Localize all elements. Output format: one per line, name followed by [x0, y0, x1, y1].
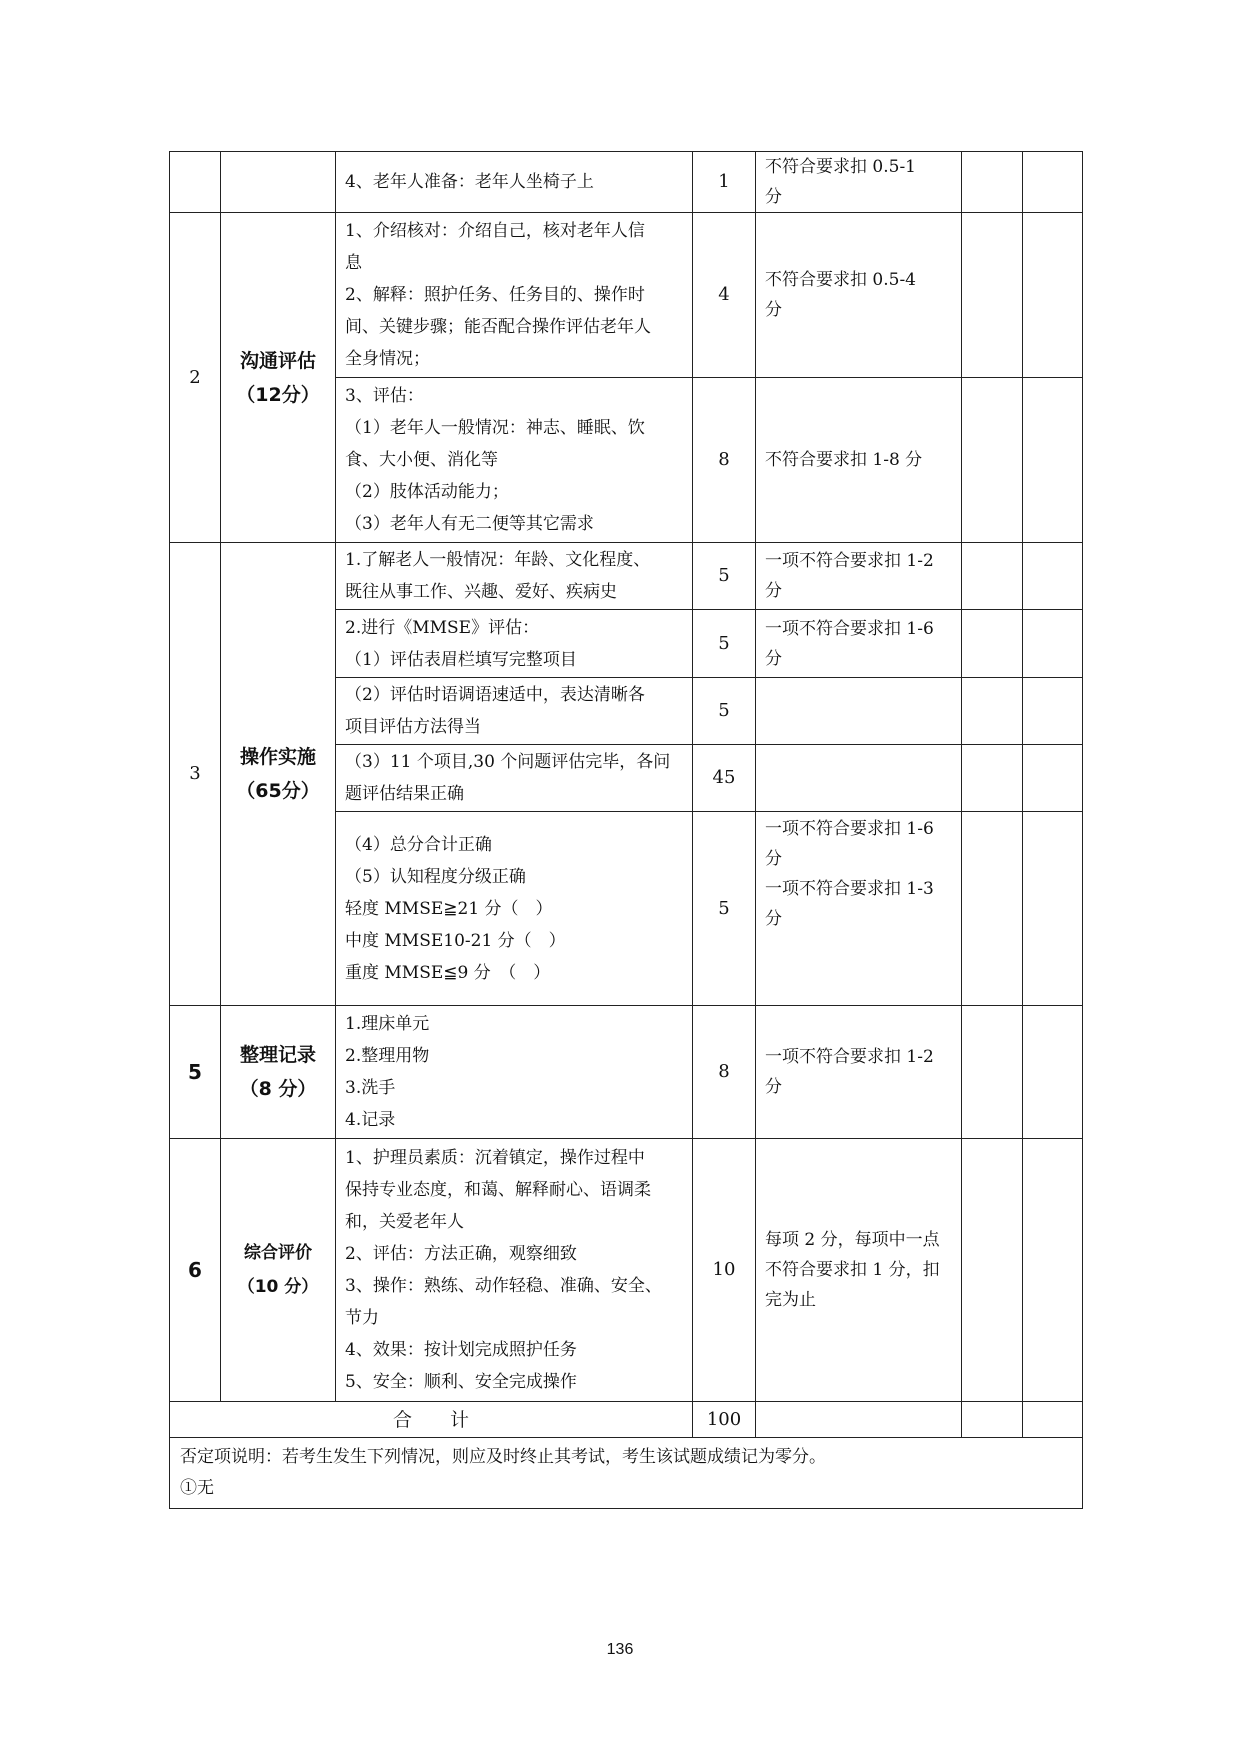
item-content: 1.理床单元 2.整理用物 3.洗手 4.记录: [336, 1006, 693, 1139]
item-score: 8: [693, 378, 756, 543]
deducted-cell: [962, 1139, 1023, 1402]
score-cell: [1023, 678, 1083, 745]
item-content: （3）11 个项目,30 个问题评估完毕，各问 题评估结果正确: [336, 745, 693, 812]
item-deduction: 一项不符合要求扣 1-6 分 一项不符合要求扣 1-3 分: [756, 812, 962, 1006]
table-row: [170, 213, 1083, 378]
total-row: [170, 1402, 1083, 1438]
deducted-cell: [962, 812, 1023, 1006]
item-content: 1.了解老人一般情况：年龄、文化程度、 既往从事工作、兴趣、爱好、疾病史: [336, 543, 693, 610]
item-score: 45: [693, 745, 756, 812]
score-cell: [1023, 1006, 1083, 1139]
total-score: 100: [693, 1402, 756, 1438]
item-content: 1、护理员素质：沉着镇定，操作过程中 保持专业态度，和蔼、解释耐心、语调柔 和，关爱老年人 2、评估：方法正确，观察细致 3、操作：熟练、动作轻稳、准确、安全、 节力 4、效果：按计划完成照护任务 5、安全：顺利、安全完成操作: [336, 1139, 693, 1402]
score-cell: [1023, 745, 1083, 812]
item-score: 1: [693, 152, 756, 213]
score-cell: [1023, 378, 1083, 543]
section-no: 5: [170, 1006, 221, 1139]
scoring-table: [169, 151, 1083, 1509]
item-deduction: [756, 678, 962, 745]
note-text: 否定项说明：若考生发生下列情况，则应及时终止其考试，考生该试题成绩记为零分。: [180, 1447, 826, 1467]
item-deduction: 一项不符合要求扣 1-6 分: [756, 610, 962, 678]
item-score: 4: [693, 213, 756, 378]
item-score: 5: [693, 812, 756, 1006]
item-deduction: 不符合要求扣 1-8 分: [756, 378, 962, 543]
item-content: 3、评估： （1）老年人一般情况：神志、睡眠、饮 食、大小便、消化等 （2）肢体活动能力； （3）老年人有无二便等其它需求: [336, 378, 693, 543]
section-no: 2: [170, 213, 221, 543]
deducted-cell: [962, 610, 1023, 678]
item-deduction: 每项 2 分，每项中一点 不符合要求扣 1 分，扣 完为止: [756, 1139, 962, 1402]
total-deduction-cell: [756, 1402, 962, 1438]
note-row: [170, 1438, 1083, 1509]
score-cell: [1023, 543, 1083, 610]
score-cell: [1023, 1402, 1083, 1438]
deducted-cell: [962, 213, 1023, 378]
item-content: 2.进行《MMSE》评估： （1）评估表眉栏填写完整项目: [336, 610, 693, 678]
item-score: 8: [693, 1006, 756, 1139]
score-cell: [1023, 610, 1083, 678]
item-score: 5: [693, 610, 756, 678]
item-score: 5: [693, 678, 756, 745]
section-no-cell: [170, 152, 221, 213]
score-cell: [1023, 152, 1083, 213]
item-score: 5: [693, 543, 756, 610]
page-number: 136: [606, 1641, 634, 1658]
deducted-cell: [962, 1402, 1023, 1438]
deducted-cell: [962, 1006, 1023, 1139]
deducted-cell: [962, 152, 1023, 213]
item-deduction: 不符合要求扣 0.5-4 分: [756, 213, 962, 378]
score-cell: [1023, 1139, 1083, 1402]
note-item: ①无: [180, 1478, 214, 1498]
item-deduction: [756, 745, 962, 812]
section-title-cell: [221, 152, 336, 213]
section-title: 操作实施 （65分）: [221, 543, 336, 1006]
note-cell: [170, 1438, 1083, 1509]
deducted-cell: [962, 543, 1023, 610]
table-row: [170, 152, 1083, 213]
item-score: 10: [693, 1139, 756, 1402]
deducted-cell: [962, 378, 1023, 543]
table-row: [170, 1006, 1083, 1139]
table-row: [170, 1139, 1083, 1402]
score-cell: [1023, 213, 1083, 378]
section-no: 3: [170, 543, 221, 1006]
total-label: 合 计: [170, 1402, 693, 1438]
item-content: 1、介绍核对：介绍自己，核对老年人信 息 2、解释：照护任务、任务目的、操作时 间、关键步骤；能否配合操作评估老年人 全身情况；: [336, 213, 693, 378]
item-content: （2）评估时语调语速适中，表达清晰各 项目评估方法得当: [336, 678, 693, 745]
score-cell: [1023, 812, 1083, 1006]
item-deduction: 一项不符合要求扣 1-2 分: [756, 543, 962, 610]
section-title: 综合评价 （10 分）: [221, 1139, 336, 1402]
table-row: [170, 543, 1083, 610]
section-title: 沟通评估 （12分）: [221, 213, 336, 543]
item-deduction: 不符合要求扣 0.5-1 分: [756, 152, 962, 213]
deducted-cell: [962, 678, 1023, 745]
section-title: 整理记录 （8 分）: [221, 1006, 336, 1139]
item-content: （4）总分合计正确 （5）认知程度分级正确 轻度 MMSE≧21 分（ ） 中度 MMSE10-21 分（ ） 重度 MMSE≦9 分 （ ）: [336, 812, 693, 1006]
section-no: 6: [170, 1139, 221, 1402]
item-deduction: 一项不符合要求扣 1-2 分: [756, 1006, 962, 1139]
deducted-cell: [962, 745, 1023, 812]
item-content: 4、老年人准备：老年人坐椅子上: [336, 152, 693, 213]
